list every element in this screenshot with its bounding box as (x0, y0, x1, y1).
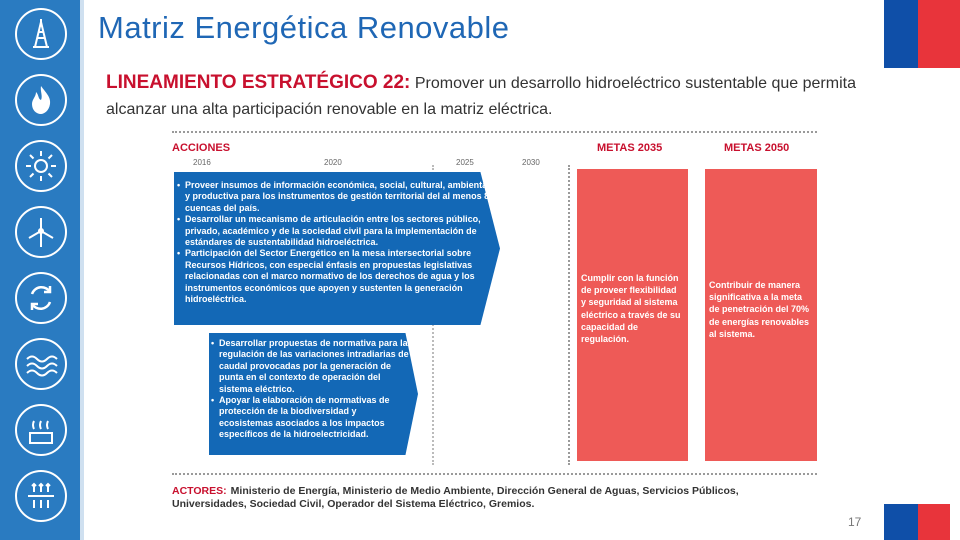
waves-icon (15, 338, 67, 390)
metas-2035-header: METAS 2035 (597, 142, 663, 154)
actions-list-1 (177, 180, 495, 305)
action-item: • Proveer insumos de información económica, social, cultural, ambiental y productiva para los instrumentos de gestión territorial del al menos 8 cuencas del país. (177, 180, 495, 214)
acciones-header: ACCIONES (172, 142, 231, 154)
actores-row (172, 485, 792, 511)
action-item: • Apoyar la elaboración de normativas de protección de la biodiversidad y ecosistemas asociados a los impactos específicos de la hidroelectricidad. (211, 395, 411, 441)
oil-rig-icon (15, 8, 67, 60)
meta-2035-text: Cumplir con la función de proveer flexibilidad y seguridad al sistema eléctrico a través de su capacidad de regulación. (581, 273, 681, 345)
year-label: 2020 (324, 158, 342, 167)
flag-red-bottom (918, 504, 950, 540)
page-number: 17 (848, 515, 862, 529)
sun-icon (15, 140, 67, 192)
bottom-divider (172, 473, 817, 475)
top-divider (172, 131, 817, 133)
metas-divider (568, 165, 570, 465)
lineamiento-text: Promover un desarrollo hidroeléctrico sustentable que permita alcanzar una alta participación renovable en la matriz eléctrica. (106, 75, 856, 118)
meta-2050-text: Contribuir de manera significativa a la meta de penetración del 70% de energías renovables al sistema. (709, 280, 810, 339)
action-item: • Desarrollar propuestas de normativa para la regulación de las variaciones intradiarias de caudal provocadas por la generación de punta en el contexto de operación del sistema eléctrico. (211, 338, 411, 395)
action-item: • Desarrollar un mecanismo de articulación entre los sectores público, privado, académico y de la sociedad civil para la implementación de estándares de sustentabilidad hidroeléctrica. (177, 214, 495, 248)
metas-2050-header: METAS 2050 (724, 142, 790, 154)
actores-label: ACTORES: (172, 485, 227, 497)
lineamiento-heading (106, 70, 866, 123)
actions-list-2 (211, 338, 411, 441)
wind-turbine-icon (15, 206, 67, 258)
lineamiento-label: LINEAMIENTO ESTRATÉGICO 22: (106, 72, 411, 93)
slide-title: Matriz Energética Renovable (98, 10, 510, 45)
sidebar (0, 0, 84, 540)
action-item: • Participación del Sector Energético en la mesa intersectorial sobre Recursos Hídricos, con especial énfasis en propuestas legislativas relacionadas con el marco normativo de los derechos de agua y los instrumentos económicos que apoyen y sustenten la generación hidroeléctrica. (177, 248, 495, 305)
flame-icon (15, 74, 67, 126)
flag-red-top (918, 0, 960, 68)
year-label: 2025 (456, 158, 474, 167)
year-label: 2030 (522, 158, 540, 167)
recycle-icon (15, 272, 67, 324)
geothermal-icon (15, 404, 67, 456)
flag-blue-bottom (884, 504, 918, 540)
actores-text: Ministerio de Energía, Ministerio de Medio Ambiente, Dirección General de Aguas, Servicios Públicos, Universidades, Sociedad Civil, Operador del Sistema Eléctrico, Gremios. (172, 485, 739, 510)
heat-exchange-icon (15, 470, 67, 522)
year-label: 2016 (193, 158, 211, 167)
flag-blue-top (884, 0, 918, 68)
